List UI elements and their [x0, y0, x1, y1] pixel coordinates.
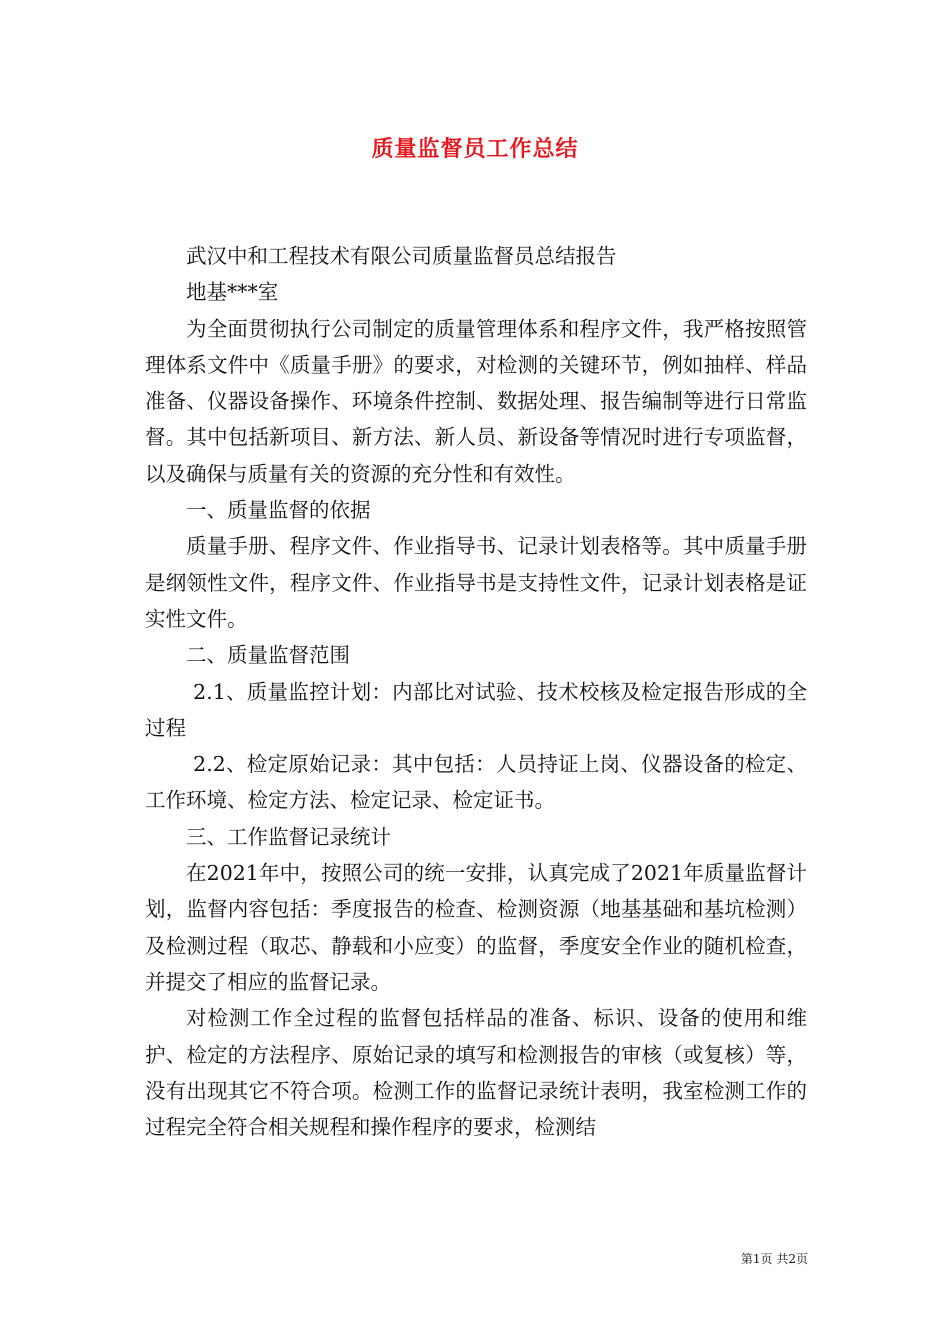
document-title: 质量监督员工作总结 [371, 137, 579, 162]
paragraph-company-report: 武汉中和工程技术有限公司质量监督员总结报告 [186, 244, 617, 268]
document-body [145, 238, 807, 1145]
paragraph-department: 地基***室 [186, 280, 279, 305]
heading-section-1: 一、质量监督的依据 [186, 498, 371, 523]
page-number-footer: 第1页 共2页 [740, 1252, 808, 1266]
paragraph-intro: 为全面贯彻执行公司制定的质量管理体系和程序文件，我严格按照管理体系文件中《质量手册》的要求，对检测的关键环节，例如抽样、样品准备、仪器设备操作、环境条件控制、数据处理、报告编制等进行日常监督。其中包括新项目、新方法、新人员、新设备等情况时进行专项监督，以及确保与质量有关的资源的充分性和有效性。 [145, 316, 807, 486]
paragraph-section-2-1: 2.1、质量监控计划：内部比对试验、技术校核及检定报告形成的全过程 [145, 679, 807, 740]
heading-section-2: 二、质量监督范围 [186, 643, 350, 668]
heading-section-3: 三、工作监督记录统计 [186, 824, 391, 849]
paragraph-section-1: 质量手册、程序文件、作业指导书、记录计划表格等。其中质量手册是纲领性文件，程序文件、作业指导书是支持性文件，记录计划表格是证实性文件。 [145, 534, 807, 631]
paragraph-section-2-2: 2.2、检定原始记录：其中包括：人员持证上岗、仪器设备的检定、工作环境、检定方法、检定记录、检定证书。 [145, 752, 807, 813]
paragraph-section-3: 在2021年中，按照公司的统一安排，认真完成了2021年质量监督计划，监督内容包括：季度报告的检查、检测资源（地基基础和基坑检测）及检测过程（取芯、静载和小应变）的监督，季度安全作业的随机检查，并提交了相应的监督记录。 [145, 861, 807, 994]
paragraph-supervision-results: 对检测工作全过程的监督包括样品的准备、标识、设备的使用和维护、检定的方法程序、原始记录的填写和检测报告的审核（或复核）等，没有出现其它不符合项。检测工作的监督记录统计表明，我室检测工作的过程完全符合相关规程和操作程序的要求，检测结 [145, 1006, 807, 1140]
